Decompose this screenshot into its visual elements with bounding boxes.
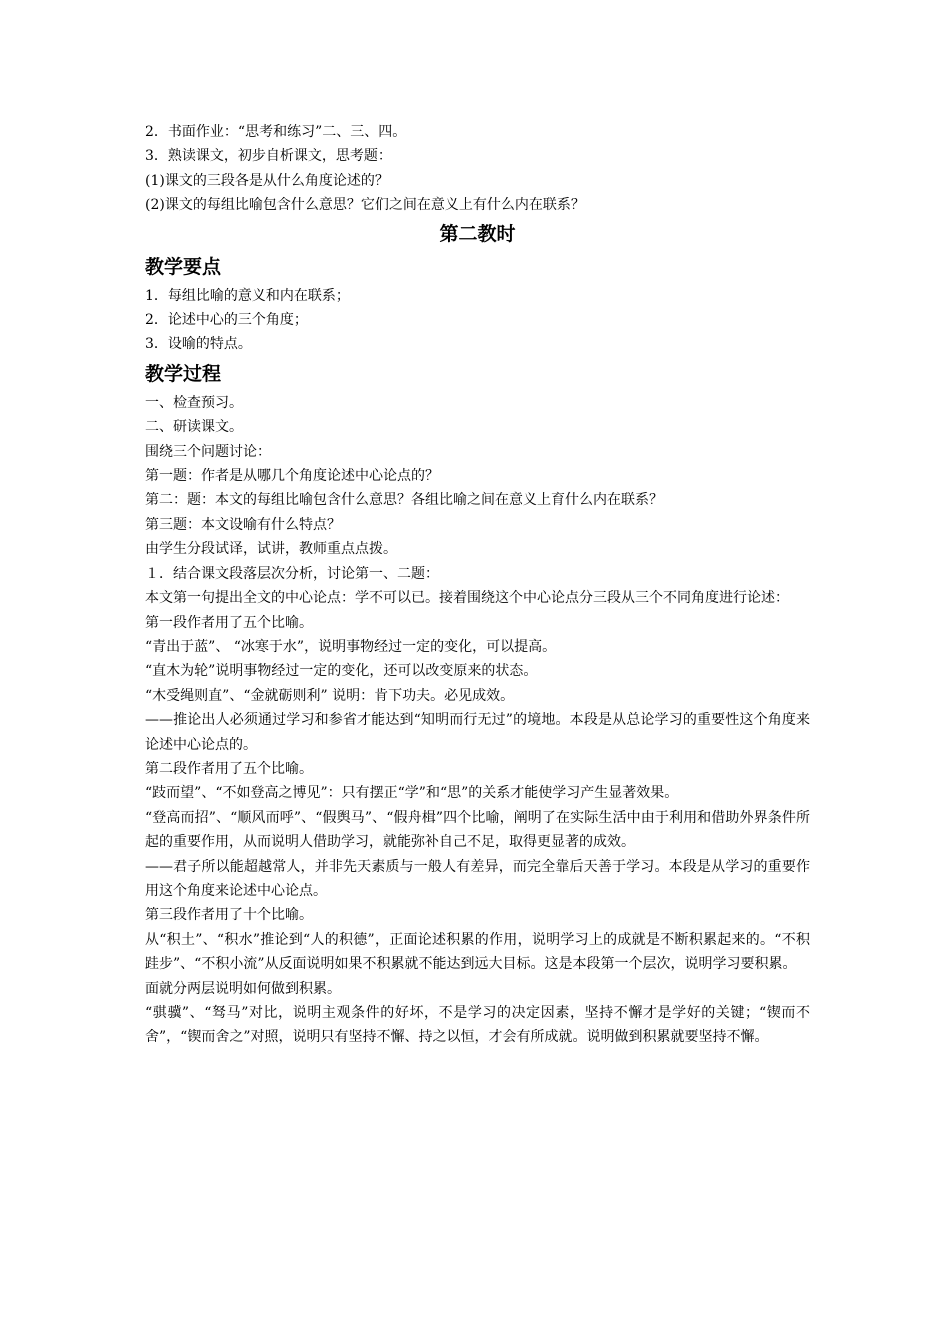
process-step-2: 二、研读课文。 (145, 419, 243, 436)
process-step-1: 一、检查预习。 (145, 394, 243, 411)
point-1: 1．每组比喻的意义和内在联系； (145, 287, 350, 304)
paragraph-section3-how: 面就分两层说明如何做到积累。 (145, 980, 341, 997)
paragraph-section3-perseverance: “骐骥”、“驽马”对比，说明主观条件的好坏，不是学习的决定因素，坚持不懈才是学好的关键；“锲而不舍”，“锲而舍之”对照，说明只有坚持不懈、持之以恒，才会有所成就。说明做到积累就要坚持不懈。 (145, 1005, 810, 1046)
process-method: 由学生分段试译，试讲，教师重点点拨。 (145, 541, 397, 558)
paragraph-section1-intro: 第一段作者用了五个比喻。 (145, 614, 313, 631)
paragraph-section2-metaphor-2: “登高而招”、“顺风而呼”、“假舆马”、“假舟楫”四个比喻，阐明了在实际生活中由于利用和借助外界条件所起的重要作用，从而说明人借助学习，就能弥补自己不足，取得更显著的成效。 (145, 809, 810, 851)
paragraph-section1-metaphor-2: “直木为轮”说明事物经过一定的变化，还可以改变原来的状态。 (145, 663, 538, 680)
paragraph-section1-metaphor-3: “木受绳则直”、“金就砺则利” 说明：肯下功夫。必见成效。 (145, 687, 515, 704)
point-2: 2．论述中心的三个角度； (145, 312, 308, 329)
process-question-1: 第一题：作者是从哪几个角度论述中心论点的？ (145, 468, 439, 485)
process-discuss: 围绕三个问题讨论： (145, 443, 271, 460)
paragraph-section3-accumulation: 从“积土”、“积水”推论到“人的积德”，正面论述积累的作用，说明学习上的成就是不断积累起来的。“不积跬步”、“不积小流”从反面说明如果不积累就不能达到远大目标。这是本段第一个层次，说明学习要积累。 (145, 931, 810, 973)
paragraph-section2-intro: 第二段作者用了五个比喻。 (145, 760, 313, 777)
section-title: 第二教时 (439, 222, 516, 245)
document-page (145, 120, 810, 1050)
paragraph-section1-conclusion: ——推论出人必须通过学习和参省才能达到“知明而行无过”的境地。本段是从总论学习的重要性这个角度来论述中心论点的。 (145, 712, 810, 753)
paragraph-section2-metaphor-1: “跂而望”、“不如登高之博见”：只有摆正“学”和“思”的关系才能使学习产生显著效果。 (145, 785, 679, 802)
paragraph-section2-conclusion: ——君子所以能超越常人，并非先天素质与一般人有差异，而完全靠后天善于学习。本段是从学习的重要作用这个角度来论述中心论点。 (145, 858, 810, 899)
paragraph-section1-metaphor-1: “青出于蓝”、 “冰寒于水”，说明事物经过一定的变化，可以提高。 (145, 638, 557, 655)
intro-question-2: (2)课文的每组比喻包含什么意思？它们之间在意义上有什么内在联系？ (145, 197, 585, 214)
heading-teaching-process: 教学过程 (145, 362, 222, 385)
heading-teaching-points: 教学要点 (145, 255, 222, 278)
process-analysis-heading: １．结合课文段落层次分析，讨论第一、二题： (145, 565, 439, 582)
point-3: 3．设喻的特点。 (145, 336, 252, 353)
paragraph-section3-intro: 第三段作者用了十个比喻。 (145, 907, 313, 924)
intro-line-2: 2．书面作业：“思考和练习”二、三、四。 (145, 124, 407, 140)
paragraph-central-thesis: 本文第一句提出全文的中心论点：学不可以已。接着围绕这个中心论点分三段从三个不同角度进行论述： (145, 590, 789, 607)
intro-line-3: 3．熟读课文，初步自析课文，思考题： (145, 148, 392, 165)
process-question-2: 第二：题：本文的每组比喻包含什么意思？各组比喻之间在意义上育什么内在联系？ (145, 492, 663, 509)
intro-question-1: (1)课文的三段各是从什么角度论述的？ (145, 172, 389, 189)
process-question-3: 第三题：本文设喻有什么特点？ (145, 516, 341, 533)
